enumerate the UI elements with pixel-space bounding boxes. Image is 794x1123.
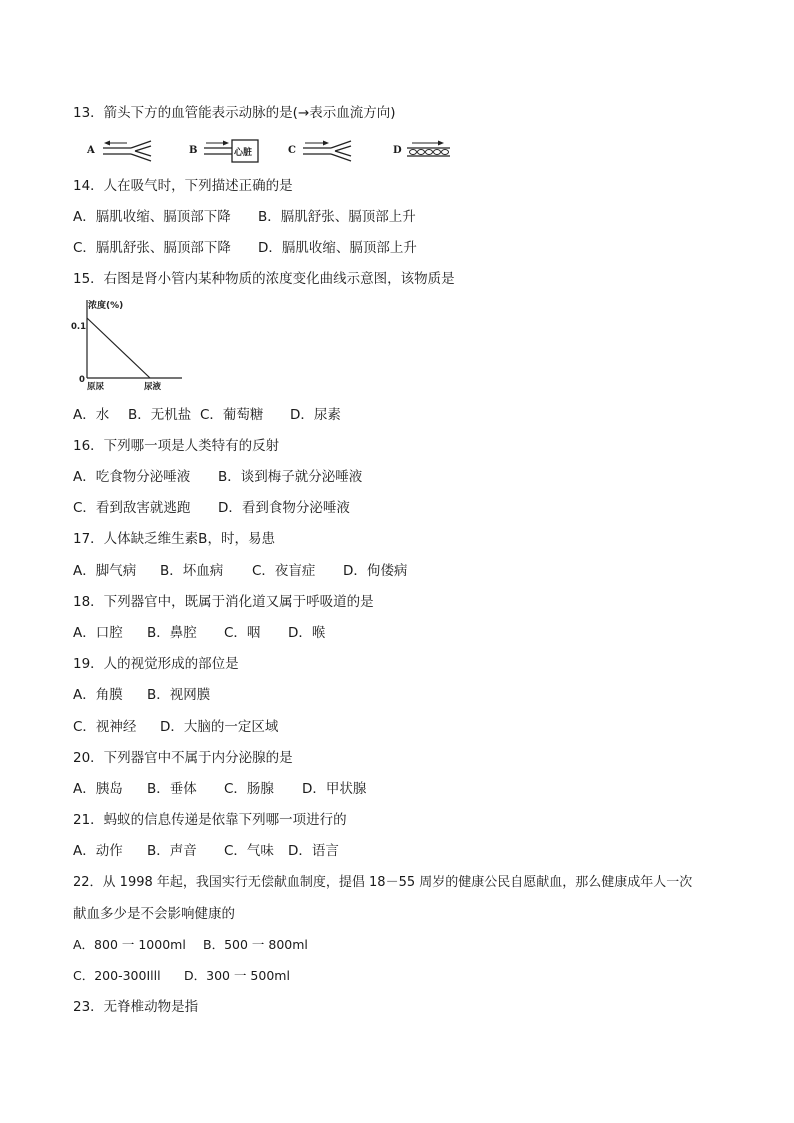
q17-option-d: D．佝偻病	[343, 563, 408, 579]
q18-option-d: D．喉	[288, 625, 326, 641]
q13-label-a: A	[87, 145, 95, 156]
q16-option-c: C．看到敌害就逃跑	[73, 500, 191, 516]
q15-chart-series-line	[87, 318, 150, 378]
q15-option-d: D．尿素	[290, 407, 341, 423]
q22-option-a: A．800 一 1000ml	[73, 937, 186, 952]
q16-option-d: D．看到食物分泌唾液	[218, 500, 350, 516]
q18-option-c: C．咽	[224, 625, 261, 641]
q13-label-d: D	[393, 145, 402, 156]
q15-chart	[70, 296, 190, 392]
q13-vessel-c	[301, 138, 357, 164]
q22-option-d: D．300 一 500ml	[184, 968, 290, 983]
q13-vessel-d	[406, 138, 452, 164]
q20-option-b: B．垂体	[147, 781, 197, 797]
q20-option-d: D．甲状腺	[302, 781, 367, 797]
q14-option-b: B．膈肌舒张、膈顶部上升	[258, 209, 416, 225]
q21-option-b: B．声音	[147, 843, 197, 859]
q20-stem: 20．下列器官中不属于内分泌腺的是	[73, 750, 293, 766]
q19-option-d: D．大脑的一定区域	[160, 719, 279, 735]
q16-option-a: A．吃食物分泌唾液	[73, 469, 191, 485]
q13-label-c: C	[288, 145, 296, 156]
q19-option-b: B．视网膜	[147, 687, 211, 703]
q21-stem: 21．蚂蚁的信息传递是依靠下列哪一项进行的	[73, 812, 347, 828]
q13-vessel-a	[101, 138, 157, 164]
q13-stem: 13．箭头下方的血管能表示动脉的是(→表示血流方向)	[73, 105, 396, 121]
q15-option-b: B．无机盐	[128, 407, 192, 423]
q22-option-c: C．200-300Illl	[73, 968, 161, 983]
q17-stem: 17．人体缺乏维生素B，时，易患	[73, 531, 275, 547]
q15-chart-xtick-1: 尿液	[144, 382, 162, 392]
q14-option-a: A．膈肌收缩、膈顶部下降	[73, 209, 231, 225]
q14-option-c: C．膈肌舒张、膈顶部下降	[73, 240, 231, 256]
q14-stem: 14．人在吸气时，下列描述正确的是	[73, 178, 293, 194]
q15-chart-ylabel: 浓度(%)	[88, 301, 124, 311]
q17-option-c: C．夜盲症	[252, 563, 316, 579]
q15-option-a: A．水	[73, 407, 110, 423]
q21-option-a: A．动作	[73, 843, 123, 859]
q16-stem: 16．下列哪一项是人类特有的反射	[73, 438, 280, 454]
q13-label-b: B	[189, 145, 198, 156]
q16-option-b: B．谈到梅子就分泌唾液	[218, 469, 363, 485]
q18-option-b: B．鼻腔	[147, 625, 197, 641]
q15-option-c: C．葡萄糖	[200, 407, 264, 423]
q15-chart-xtick-0: 原尿	[87, 382, 105, 392]
q17-option-b: B．坏血病	[160, 563, 224, 579]
q23-stem: 23．无脊椎动物是指	[73, 999, 199, 1015]
q13-figure	[85, 136, 455, 168]
q18-option-a: A．口腔	[73, 625, 123, 641]
q14-option-d: D．膈肌收缩、膈顶部上升	[258, 240, 417, 256]
q22-option-b: B．500 一 800ml	[203, 937, 308, 952]
q19-stem: 19．人的视觉形成的部位是	[73, 656, 239, 672]
q15-chart-ytick-zero: 0	[79, 375, 85, 385]
q22-stem-line2: 献血多少是不会影响健康的	[73, 906, 235, 922]
q13-heart-text: 心脏	[234, 148, 253, 158]
q19-option-c: C．视神经	[73, 719, 137, 735]
q17-option-a: A．脚气病	[73, 563, 137, 579]
q13-vessel-b	[202, 137, 262, 165]
q21-option-d: D．语言	[288, 843, 339, 859]
q20-option-a: A．胰岛	[73, 781, 123, 797]
q18-stem: 18．下列器官中，既属于消化道又属于呼吸道的是	[73, 594, 374, 610]
q19-option-a: A．角膜	[73, 687, 123, 703]
q22-stem-line1: 22．从 1998 年起，我国实行无偿献血制度，提倡 18－55 周岁的健康公民自愿献血，那么健康成年人一次	[73, 875, 693, 890]
q15-chart-ytick-top: 0.1	[71, 322, 87, 332]
q20-option-c: C．肠腺	[224, 781, 274, 797]
q21-option-c: C．气味	[224, 843, 274, 859]
q15-stem: 15．右图是肾小管内某种物质的浓度变化曲线示意图，该物质是	[73, 271, 455, 287]
